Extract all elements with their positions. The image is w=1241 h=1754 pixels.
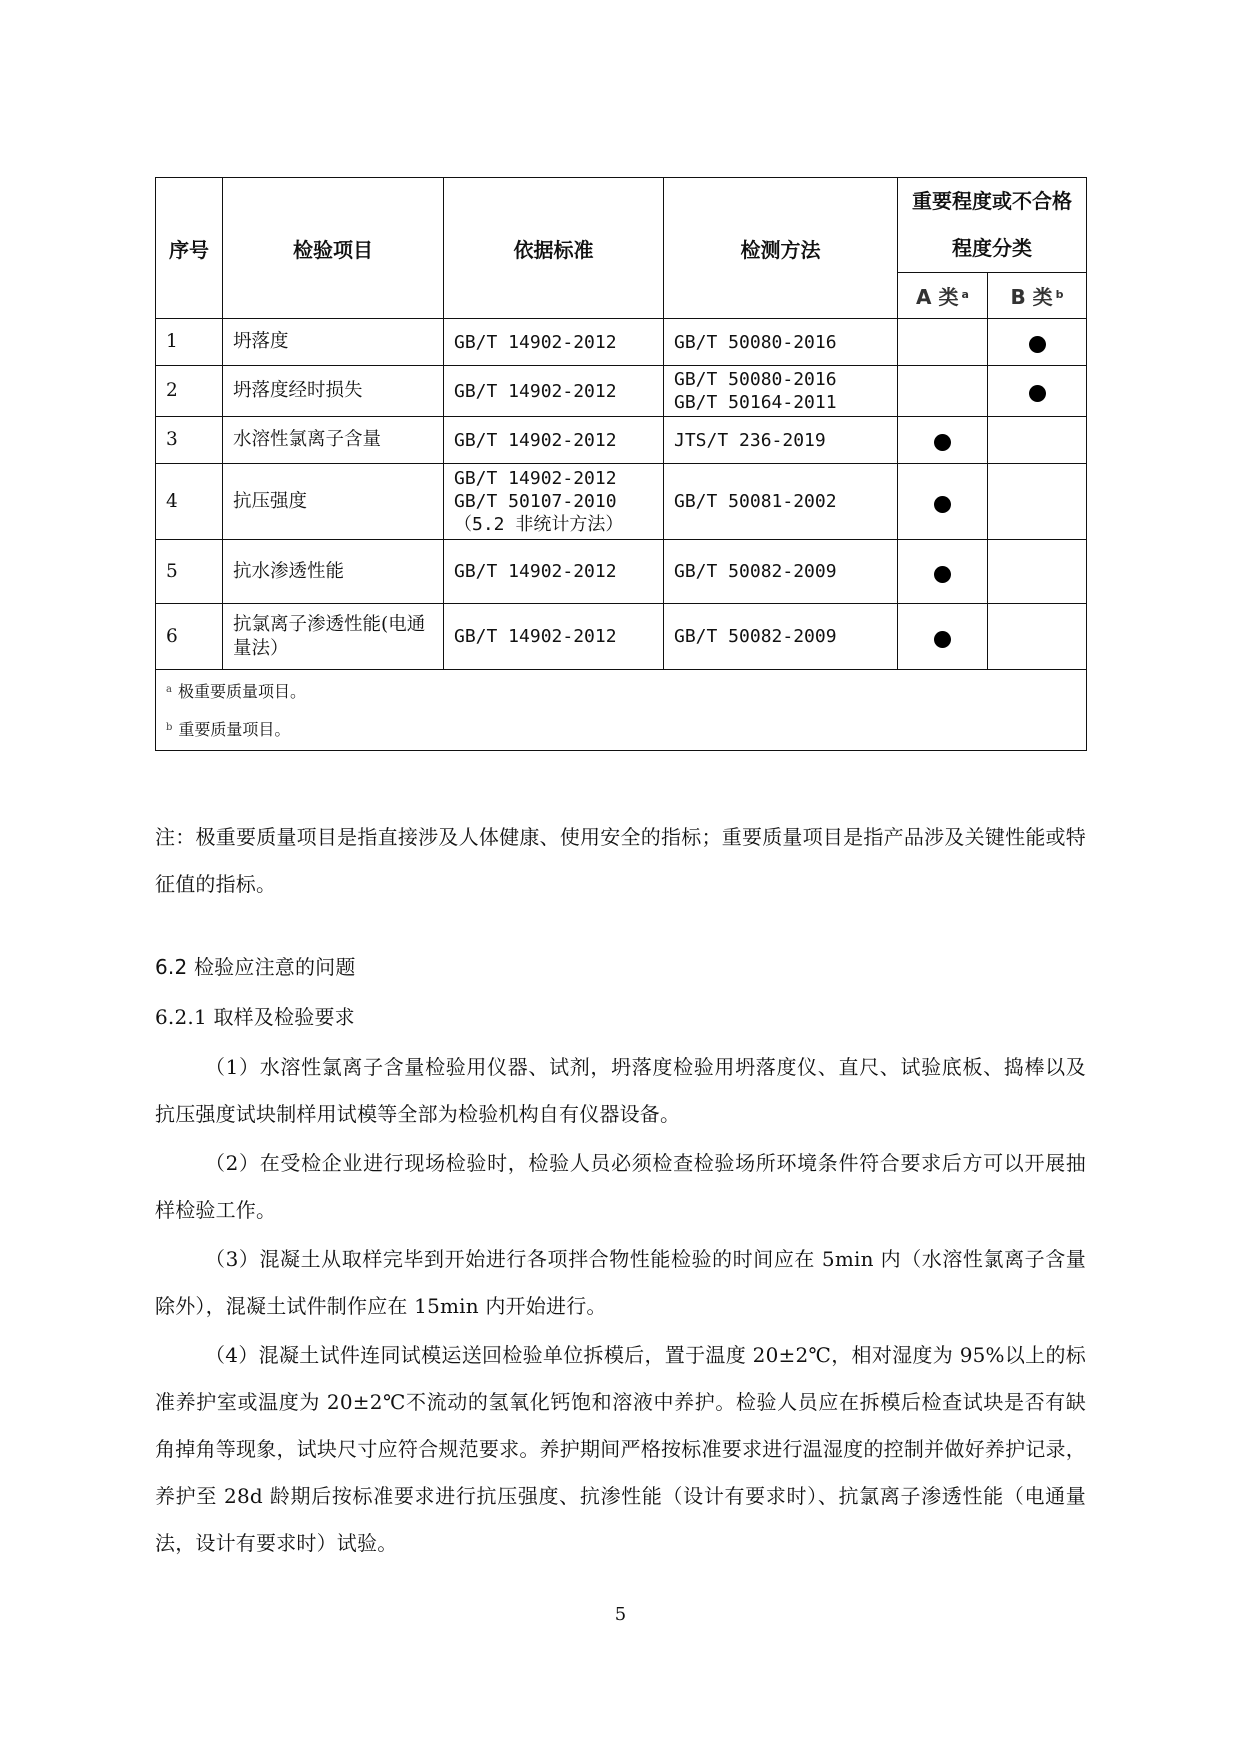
cell-standard bbox=[444, 604, 664, 670]
inspection-items-table bbox=[155, 177, 1087, 751]
cell-standard bbox=[444, 540, 664, 604]
cell-method bbox=[664, 366, 898, 417]
standard-line: （5.2 非统计方法） bbox=[454, 514, 624, 535]
header-no: 序号 bbox=[156, 178, 223, 319]
cell-category-a bbox=[898, 464, 988, 540]
cell-method bbox=[664, 417, 898, 464]
header-category: 重要程度或不合格程度分类 bbox=[898, 178, 1087, 273]
cell-item: 抗压强度 bbox=[223, 464, 444, 540]
filled-circle-icon bbox=[934, 631, 951, 648]
cell-category-b bbox=[988, 604, 1087, 670]
cell-category-b bbox=[988, 417, 1087, 464]
filled-circle-icon bbox=[934, 434, 951, 451]
cell-item: 抗水渗透性能 bbox=[223, 540, 444, 604]
method-line: GB/T 50082-2009 bbox=[674, 626, 837, 647]
cell-item: 坍落度经时损失 bbox=[223, 366, 444, 417]
cell-method bbox=[664, 319, 898, 366]
header-standard: 依据标准 bbox=[444, 178, 664, 319]
table-row bbox=[156, 604, 1087, 670]
table-row bbox=[156, 366, 1087, 417]
cell-item: 抗氯离子渗透性能(电通量法） bbox=[223, 604, 444, 670]
standard-line: GB/T 14902-2012 bbox=[454, 429, 617, 451]
paragraph-1: （1）水溶性氯离子含量检验用仪器、试剂，坍落度检验用坍落度仪、直尺、试验底板、捣棒以及抗压强度试块制样用试模等全部为检验机构自有仪器设备。 bbox=[155, 1055, 1086, 1126]
cell-standard bbox=[444, 366, 664, 417]
cell-no: 5 bbox=[156, 540, 223, 604]
cell-category-b bbox=[988, 319, 1087, 366]
cell-category-b bbox=[988, 464, 1087, 540]
header-method: 检测方法 bbox=[664, 178, 898, 319]
cell-category-a bbox=[898, 540, 988, 604]
filled-circle-icon bbox=[1029, 385, 1046, 402]
paragraph-2: （2）在受检企业进行现场检验时，检验人员必须检查检验场所环境条件符合要求后方可以开展抽样检验工作。 bbox=[155, 1151, 1086, 1222]
cell-method bbox=[664, 540, 898, 604]
table-row bbox=[156, 417, 1087, 464]
cell-category-b bbox=[988, 540, 1087, 604]
cell-no: 2 bbox=[156, 366, 223, 417]
cell-standard bbox=[444, 319, 664, 366]
cell-item: 坍落度 bbox=[223, 319, 444, 366]
method-line: GB/T 50081-2002 bbox=[674, 491, 837, 512]
cell-category-a bbox=[898, 319, 988, 366]
method-line: JTS/T 236-2019 bbox=[674, 429, 826, 451]
section-heading: 6.2 检验应注意的问题 bbox=[155, 955, 356, 979]
cell-standard bbox=[444, 464, 664, 540]
cell-category-b bbox=[988, 366, 1087, 417]
table-row bbox=[156, 540, 1087, 604]
cell-method bbox=[664, 464, 898, 540]
standard-line: GB/T 50107-2010 bbox=[454, 491, 617, 512]
filled-circle-icon bbox=[934, 496, 951, 513]
cell-category-a bbox=[898, 366, 988, 417]
filled-circle-icon bbox=[1029, 336, 1046, 353]
subsection-heading: 6.2.1 取样及检验要求 bbox=[155, 1005, 355, 1029]
footnote-b: $^b$ 重要质量项目。 bbox=[166, 720, 291, 739]
method-line: GB/T 50082-2009 bbox=[674, 561, 837, 582]
header-item: 检验项目 bbox=[223, 178, 444, 319]
header-category-a: A 类 $^a$ bbox=[898, 273, 988, 319]
standard-line: GB/T 14902-2012 bbox=[454, 468, 617, 489]
cell-no: 4 bbox=[156, 464, 223, 540]
note-paragraph: 注：极重要质量项目是指直接涉及人体健康、使用安全的指标；重要质量项目是指产品涉及关键性能或特征值的指标。 bbox=[155, 825, 1086, 896]
standard-line: GB/T 14902-2012 bbox=[454, 380, 617, 402]
method-line: GB/T 50164-2011 bbox=[674, 392, 837, 413]
standard-line: GB/T 14902-2012 bbox=[454, 331, 617, 353]
paragraph-3: （3）混凝土从取样完毕到开始进行各项拌合物性能检验的时间应在 5min 内（水溶性氯离子含量除外），混凝土试件制作应在 15min 内开始进行。 bbox=[155, 1247, 1086, 1318]
cell-method bbox=[664, 604, 898, 670]
cell-standard bbox=[444, 417, 664, 464]
footnote-a: $^a$ 极重要质量项目。 bbox=[166, 682, 306, 701]
method-line: GB/T 50080-2016 bbox=[674, 331, 837, 353]
method-line: GB/T 50080-2016 bbox=[674, 369, 837, 390]
cell-category-a bbox=[898, 604, 988, 670]
standard-line: GB/T 14902-2012 bbox=[454, 561, 617, 582]
cell-no: 6 bbox=[156, 604, 223, 670]
filled-circle-icon bbox=[934, 566, 951, 583]
cell-item: 水溶性氯离子含量 bbox=[223, 417, 444, 464]
cell-no: 1 bbox=[156, 319, 223, 366]
page-number: 5 bbox=[614, 1604, 627, 1625]
standard-line: GB/T 14902-2012 bbox=[454, 626, 617, 647]
table-footnotes bbox=[156, 670, 1087, 751]
header-category-b: B 类 $^b$ bbox=[988, 273, 1087, 319]
table-row bbox=[156, 464, 1087, 540]
paragraph-4: （4）混凝土试件连同试模运送回检验单位拆模后，置于温度 20±2℃，相对湿度为 95%以上的标准养护室或温度为 20±2℃不流动的氢氧化钙饱和溶液中养护。检验人员应在拆模后检查试块是否有缺角掉角等现象，试块尺寸应符合规范要求。养护期间严格按标准要求进行温湿度的控制并做好养护记录，养护至 28d 龄期后按标准要求进行抗压强度、抗渗性能（设计有要求时）、抗氯离子渗透性能（电通量法，设计有要求时）试验。 bbox=[155, 1343, 1086, 1555]
cell-category-a bbox=[898, 417, 988, 464]
cell-no: 3 bbox=[156, 417, 223, 464]
table-row bbox=[156, 319, 1087, 366]
